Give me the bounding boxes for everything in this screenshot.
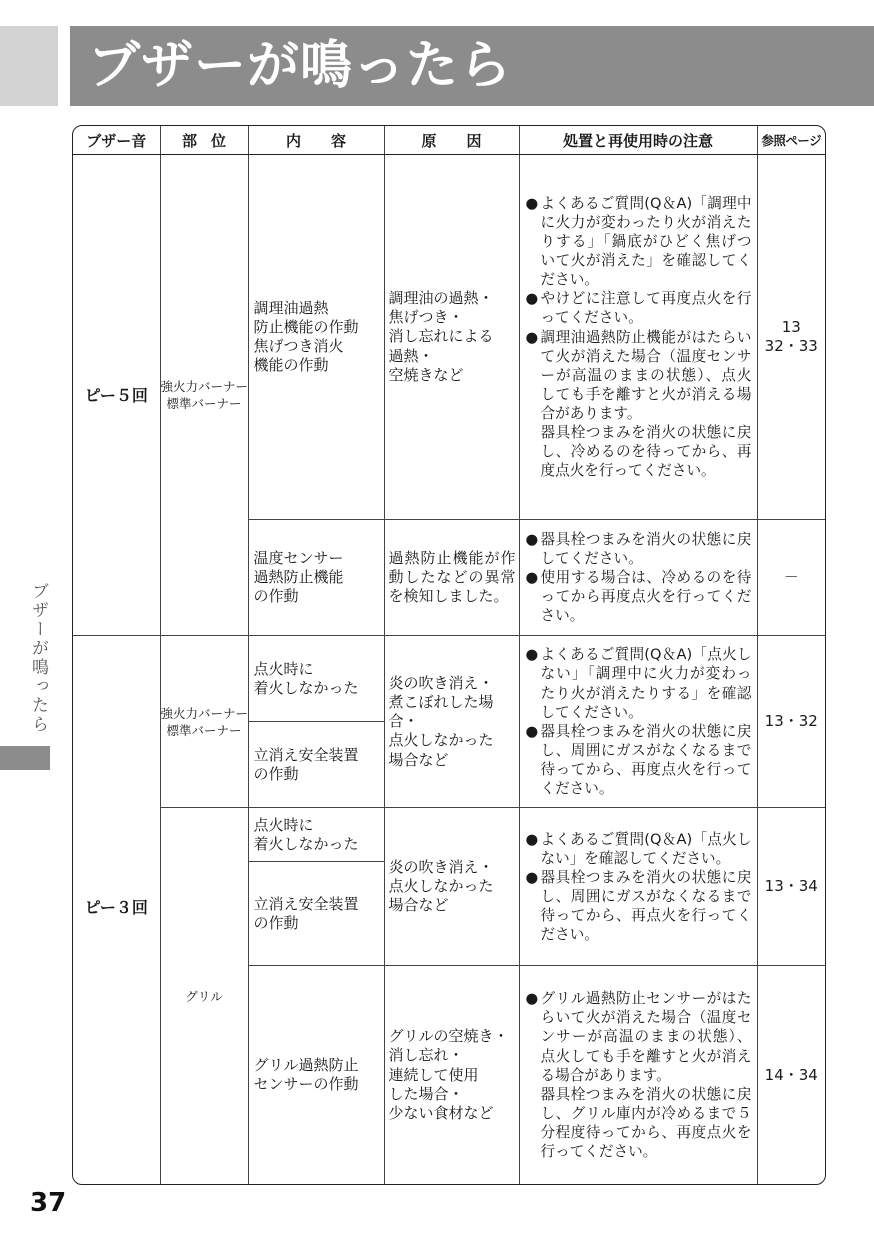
- cause-temp-sensor: 過熱防止機能が作動したなどの異常を検知しました。: [384, 520, 519, 636]
- buzzer-5-label: ピー５回: [73, 155, 160, 636]
- ref-pages: －: [757, 520, 825, 636]
- table-header-row: [73, 126, 825, 155]
- ref-pages: 13・32: [757, 636, 825, 808]
- content-grill-sensor: グリル過熱防止 センサーの作動: [248, 966, 384, 1184]
- list-item: ● やけどに注意して再度点火を行ってください。: [525, 290, 752, 327]
- list-item: ● 使用する場合は、冷めるのを待ってから再度点火を行ってください。: [525, 569, 752, 625]
- action-grill-ignition: [519, 808, 757, 966]
- cause-oil-overheat: 調理油の過熱・ 焦げつき・ 消し忘れによる 過熱・ 空焼きなど: [384, 155, 519, 520]
- list-item: ● よくあるご質問(Q＆A)「点火しない」「調理中に火力が変わったり火が消えたりする」を確認してください。: [525, 646, 752, 721]
- list-item: ● 器具栓つまみを消火の状態に戻してください。: [525, 530, 752, 568]
- list-item: ● グリル過熱防止センサーがはたらいて火が消えた場合（温度センサーが高温のままの状態）、点火しても手を離すと火が消える場合があります。 器具栓つまみを消火の状態に戻し、グリル庫内が冷めるまで５分程度待ってから、再度点火を行ってください。: [525, 990, 752, 1160]
- header-action: 処置と再使用時の注意: [519, 126, 757, 155]
- bullet-icon: ●: [525, 722, 539, 740]
- action-grill-sensor: [519, 966, 757, 1184]
- header-cause: 原因: [384, 126, 519, 155]
- list-item: ● 調理油過熱防止機能がはたらいて火が消えた場合（温度センサーが高温のままの状態）、点火しても手を離すと火が消える場合があります。 器具栓つまみを消火の状態に戻し、冷めるのを待ってから、再度点火を行ってください。: [525, 328, 752, 480]
- part-burners: 強火力バーナー 標準バーナー: [160, 155, 248, 636]
- bullet-icon: ●: [525, 290, 539, 308]
- buzzer-table: [72, 125, 826, 1185]
- table-row: [73, 808, 825, 862]
- bullet-icon: ●: [525, 569, 539, 587]
- buzzer-3-label: ピー３回: [73, 636, 160, 1184]
- side-section-label: ブザーが鳴ったら: [28, 582, 48, 734]
- bullet-icon: ●: [525, 328, 539, 346]
- part-burners: 強火力バーナー 標準バーナー: [160, 636, 248, 808]
- page-number: 37: [30, 1188, 67, 1218]
- action-burner-ignition: [519, 636, 757, 808]
- action-temp-sensor: [519, 520, 757, 636]
- cause-blowout: 炎の吹き消え・ 煮こぼれした場合・ 点火しなかった 場合など: [384, 636, 519, 808]
- page-title: ブザーが鳴ったら: [70, 26, 874, 106]
- table-row: [73, 155, 825, 520]
- table-row: [73, 636, 825, 722]
- ref-pages: 14・34: [757, 966, 825, 1184]
- cause-blowout: 炎の吹き消え・ 点火しなかった 場合など: [384, 808, 519, 966]
- bullet-icon: ●: [525, 830, 539, 848]
- action-oil-overheat: [519, 155, 757, 520]
- header-ref: 参照ページ: [757, 126, 825, 155]
- ref-pages: 13・34: [757, 808, 825, 966]
- part-grill: グリル: [160, 808, 248, 1184]
- bullet-icon: ●: [525, 868, 539, 886]
- cause-grill-overheat: グリルの空焼き・ 消し忘れ・ 連続して使用 した場合・ 少ない食材など: [384, 966, 519, 1184]
- list-item: ● よくあるご質問(Q＆A)「点火しない」を確認してください。: [525, 830, 752, 867]
- content-flame-safety: 立消え安全装置 の作動: [248, 722, 384, 808]
- content-no-ignition: 点火時に 着火しなかった: [248, 636, 384, 722]
- content-flame-safety: 立消え安全装置 の作動: [248, 862, 384, 966]
- content-temp-sensor: 温度センサー 過熱防止機能 の作動: [248, 520, 384, 636]
- bullet-icon: ●: [525, 194, 539, 212]
- content-no-ignition: 点火時に 着火しなかった: [248, 808, 384, 862]
- header-buzzer: ブザー音: [73, 126, 160, 155]
- bullet-icon: ●: [525, 646, 539, 664]
- content-oil-overheat: 調理油過熱 防止機能の作動 焦げつき消火 機能の作動: [248, 155, 384, 520]
- side-section-tab: [0, 746, 50, 770]
- list-item: ● 器具栓つまみを消火の状態に戻し、周囲にガスがなくなるまで待ってから、再度点火を行ってください。: [525, 722, 752, 798]
- ref-pages: 13 32・33: [757, 155, 825, 520]
- bullet-icon: ●: [525, 990, 539, 1008]
- header-content: 内容: [248, 126, 384, 155]
- title-side-tab: [0, 26, 58, 106]
- list-item: ● よくあるご質問(Q＆A)「調理中に火力が変わったり火が消えたりする」「鍋底がひどく焦げついて火が消えた」を確認してください。: [525, 194, 752, 289]
- header-part: 部位: [160, 126, 248, 155]
- list-item: ● 器具栓つまみを消火の状態に戻し、周囲にガスがなくなるまで待ってから、再点火を行ってください。: [525, 868, 752, 943]
- bullet-icon: ●: [525, 530, 539, 548]
